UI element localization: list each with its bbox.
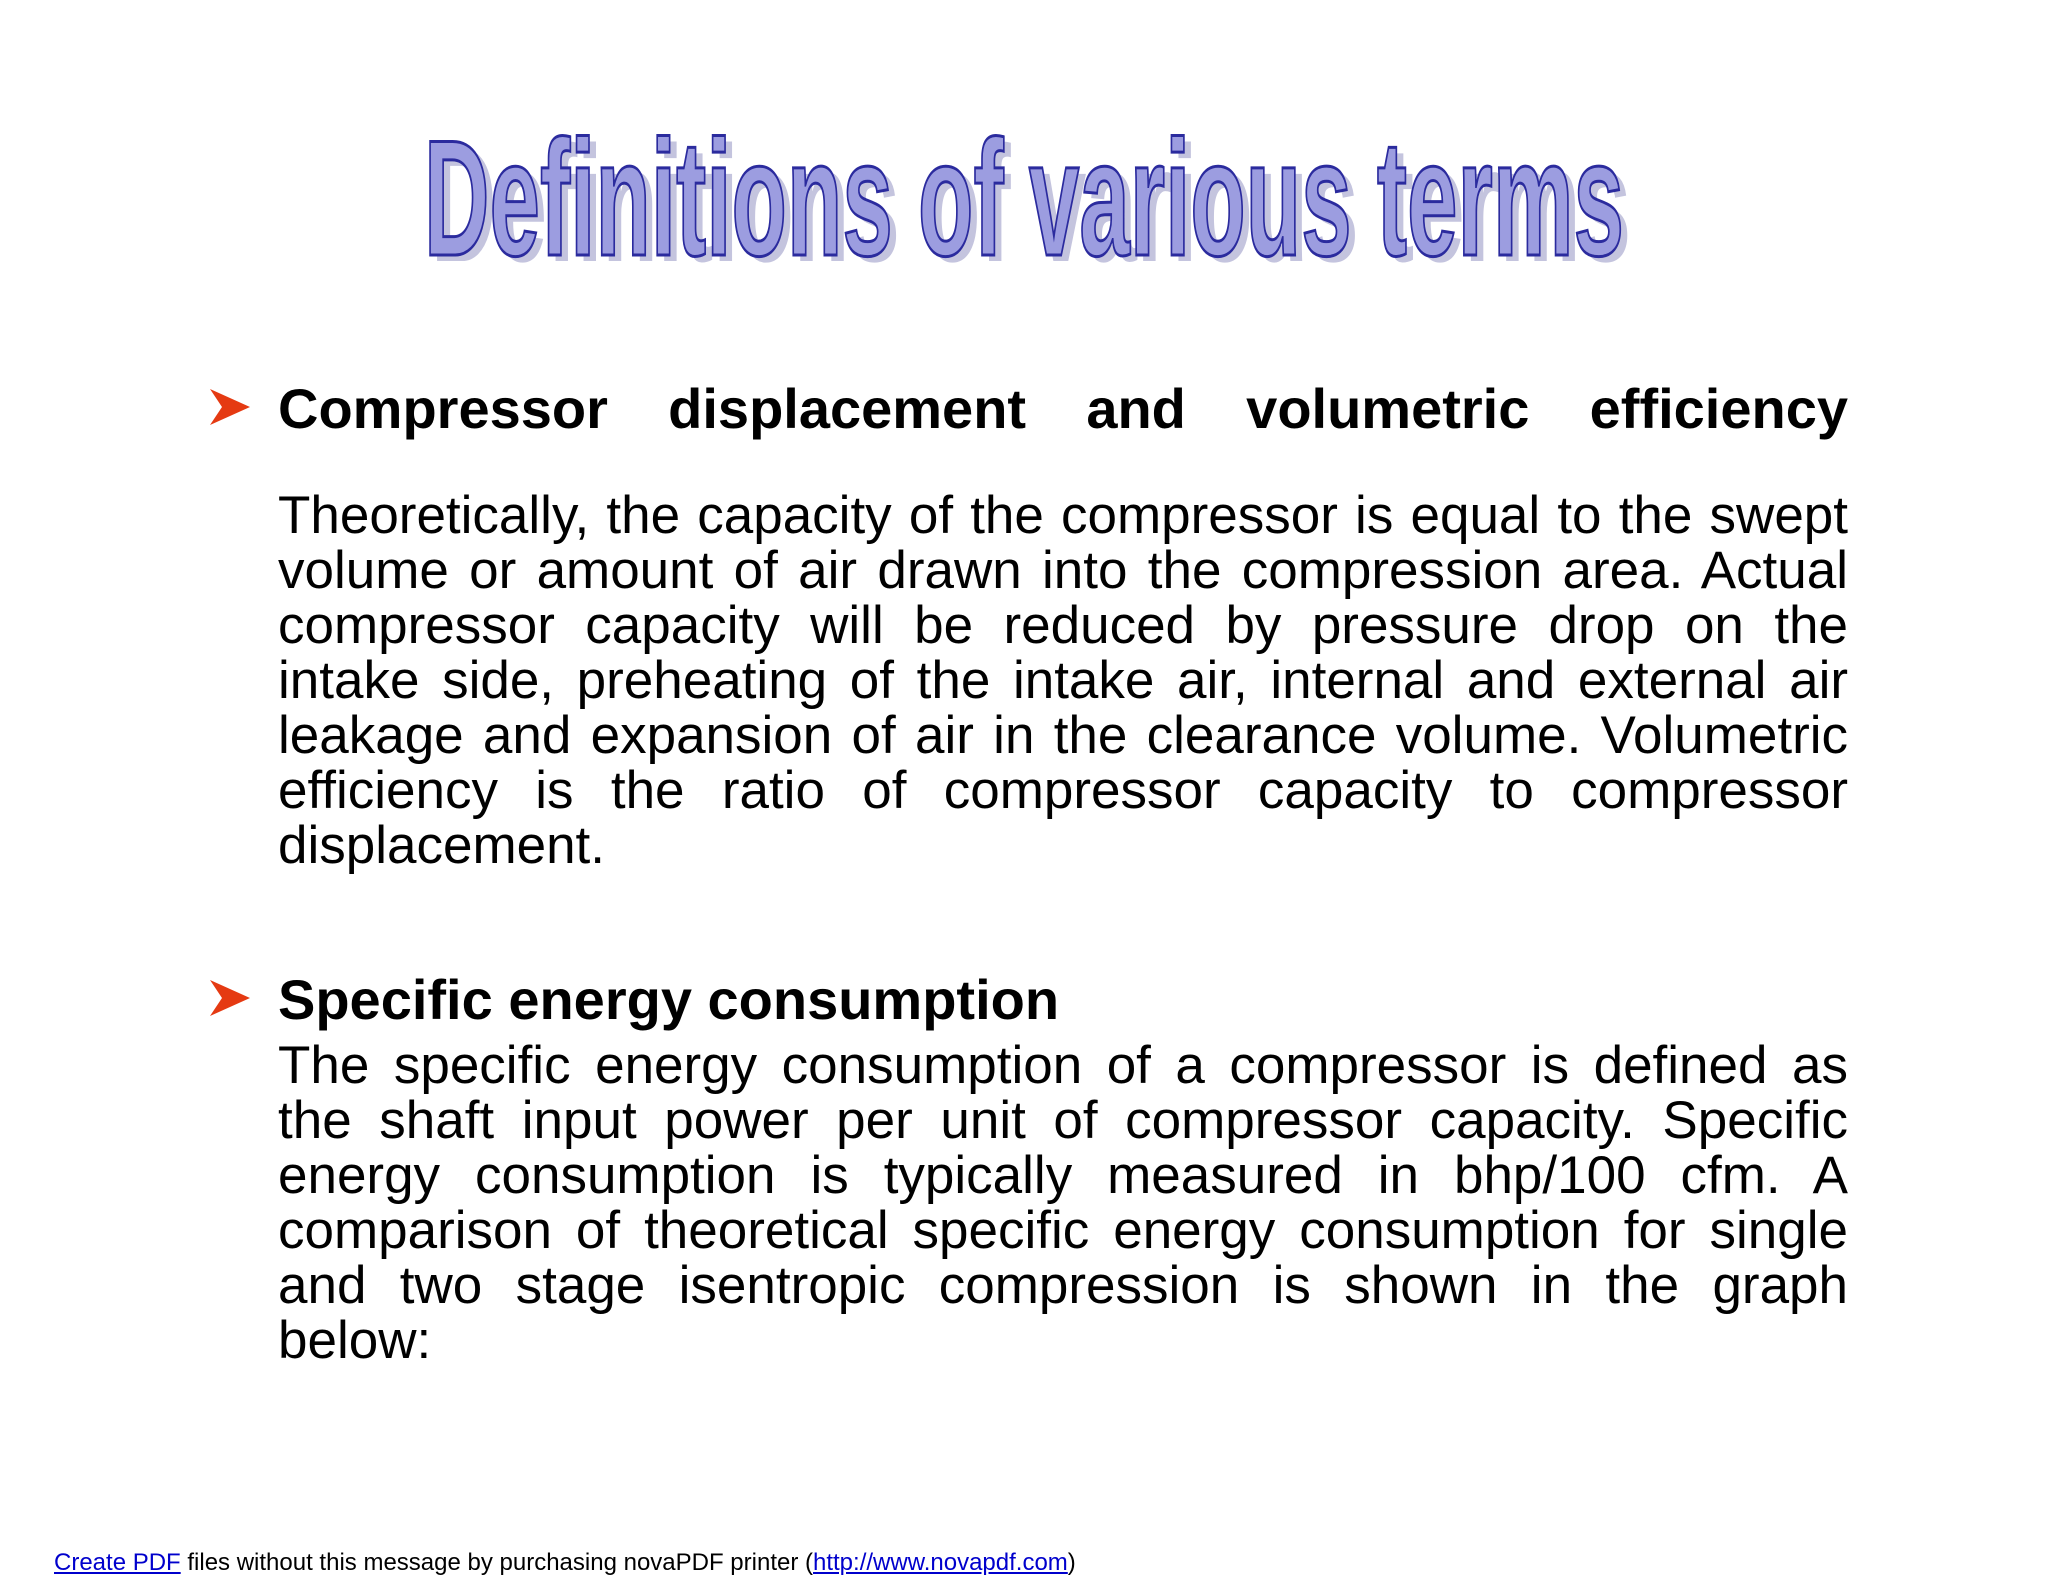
- create-pdf-link[interactable]: Create PDF: [54, 1549, 181, 1576]
- section-compressor-displacement: [208, 373, 1848, 873]
- arrow-bullet-icon: [208, 385, 278, 433]
- page-title: [0, 105, 2048, 280]
- page-title-art: [0, 105, 2048, 280]
- arrow-bullet-icon: [208, 976, 278, 1024]
- section-heading: Compressor displacement and volumetric efficiency: [278, 377, 1848, 440]
- section-heading-row: [208, 964, 1848, 1036]
- section-paragraph: Theoretically, the capacity of the compressor is equal to the swept volume or amount of air drawn into the compression area. Actual compressor capacity will be reduced by pressure drop on the intake side, preheating of the intake air, internal and external air leakage and expansion of air in the clearance volume. Volumetric efficiency is the ratio of compressor capacity to compressor displacement.: [278, 486, 1848, 875]
- footer-close-paren: ): [1067, 1549, 1076, 1576]
- footer-text: files without this message by purchasing novaPDF printer (: [180, 1549, 813, 1576]
- section-specific-energy: [208, 964, 1848, 1368]
- footer-notice: [54, 1548, 1076, 1578]
- page-title-text: Definitions of various terms: [424, 106, 1624, 280]
- novapdf-url-link[interactable]: http://www.novapdf.com: [813, 1549, 1068, 1576]
- section-paragraph: The specific energy consumption of a compressor is defined as the shaft input power per unit of compressor capacity. Specific energy consumption is typically measured in bhp/100 cfm. A comparison of theoretical specific energy consumption for single and two stage isentropic compression is shown in the graph below:: [278, 1036, 1848, 1370]
- page-title-shadow: Definitions of various terms: [431, 112, 1631, 280]
- section-heading: Specific energy consumption: [278, 968, 1060, 1031]
- section-heading-row: [208, 373, 1848, 445]
